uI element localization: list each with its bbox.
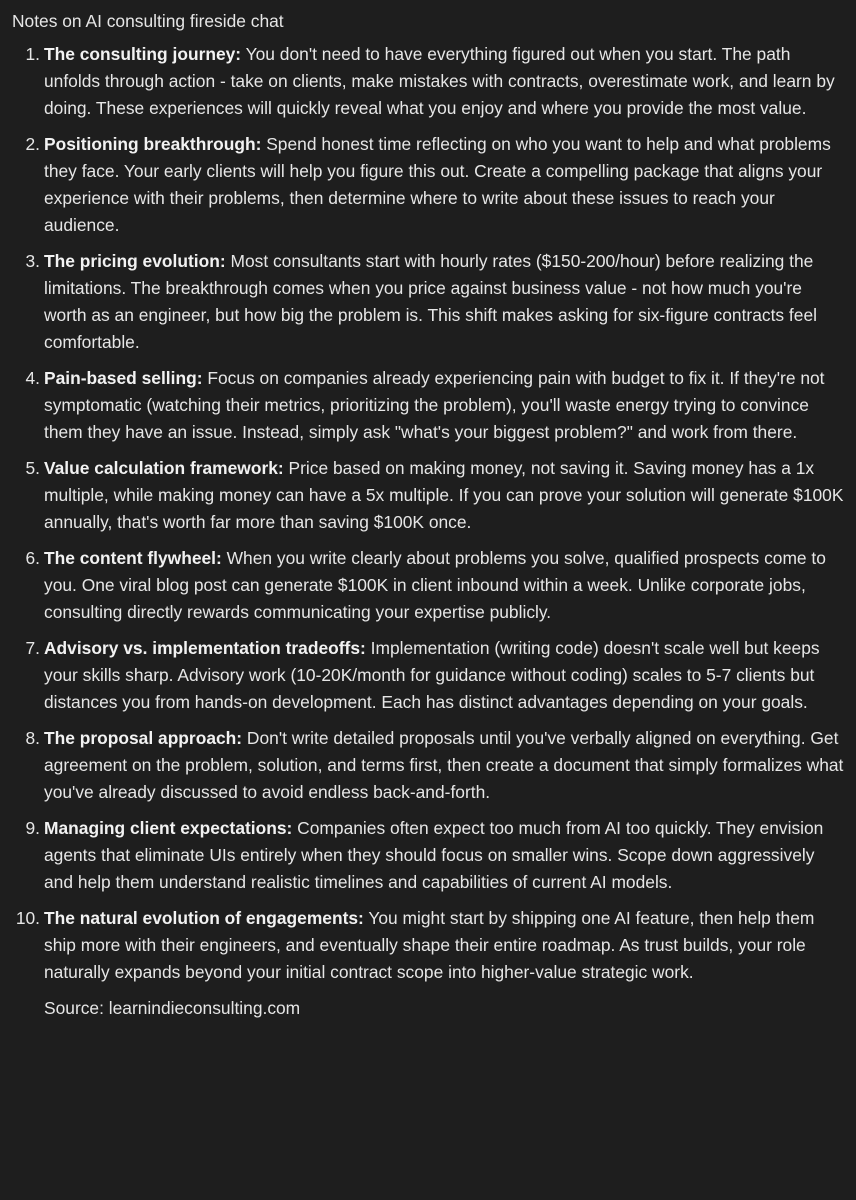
list-item-text: Price based on making money, not saving it. Saving money has a 1x multiple, while making money can have a 5x multiple. If you can prove your solution will generate $100K annually, that's worth far more than saving $100K once. [44,458,844,532]
document-title: Notes on AI consulting fireside chat [12,11,284,31]
list-item [12,41,844,122]
list-item-text: You don't need to have everything figured out when you start. The path unfolds through action - take on clients, make mistakes with contracts, overestimate work, and learn by doing. These experiences will quickly reveal what you enjoy and where you provide the most value. [44,44,835,118]
list-item-text: Implementation (writing code) doesn't scale well but keeps your skills sharp. Advisory work (10-20K/month for guidance without coding) scales to 5-7 clients but distances you from hands-on development. Each has distinct advantages depending on your goals. [44,638,820,712]
list-item [12,635,844,716]
list-item-number: 4. [25,368,40,388]
list-item-heading: The proposal approach: [44,728,243,748]
list-item-heading: Advisory vs. implementation tradeoffs: [44,638,366,658]
list-item-heading: Pain-based selling: [44,368,203,388]
list-item [12,815,844,896]
list-item-number: 9. [25,818,40,838]
list-item-heading: The pricing evolution: [44,251,226,271]
list-item [12,248,844,356]
list-item-number: 1. [25,44,40,64]
list-item-heading: Value calculation framework: [44,458,284,478]
list-item-heading: Positioning breakthrough: [44,134,262,154]
list-item [12,131,844,239]
list-item [12,545,844,626]
list-item-text: Don't write detailed proposals until you've verbally aligned on everything. Get agreement on the problem, solution, and terms first, then create a document that simply formalizes what you've already discussed to avoid endless back-and-forth. [44,728,844,802]
list-item-number: 5. [25,458,40,478]
list-item-number: 2. [25,134,40,154]
list-item [12,725,844,806]
list-item-number: 7. [25,638,40,658]
list-item-heading: Managing client expectations: [44,818,293,838]
source-note: Source: learnindieconsulting.com [44,998,301,1018]
list-item-text: Spend honest time reflecting on who you want to help and what problems they face. Your early clients will help you figure this out. Create a compelling package that aligns your experience with their problems, then determine where to write about these issues to reach your audience. [44,134,831,235]
list-item [12,365,844,446]
list-item-text: When you write clearly about problems you solve, qualified prospects come to you. One viral blog post can generate $100K in client inbound within a week. Unlike corporate jobs, consulting directly rewards communicating your expertise publicly. [44,548,826,622]
list-item [12,455,844,536]
list-item-text: Focus on companies already experiencing pain with budget to fix it. If they're not symptomatic (watching their metrics, prioritizing the problem), you'll waste energy trying to convince them they have an issue. Instead, simply ask "what's your biggest problem?" and work from there. [44,368,825,442]
list-item-number: 6. [25,548,40,568]
list-item-heading: The content flywheel: [44,548,222,568]
list-item-text: Most consultants start with hourly rates ($150-200/hour) before realizing the limitations. The breakthrough comes when you price against business value - not how much you're worth as an engineer, but how big the problem is. This shift makes asking for six-figure contracts feel comfortable. [44,251,817,352]
list-item-text: You might start by shipping one AI feature, then help them ship more with their engineers, and eventually shape their entire roadmap. As trust builds, your role naturally expands beyond your initial contract scope into higher-value strategic work. [44,908,815,982]
list-item-number: 8. [25,728,40,748]
notes-list [12,41,844,986]
list-item-text: Companies often expect too much from AI too quickly. They envision agents that eliminate UIs entirely when they should focus on smaller wins. Scope down aggressively and help them understand realistic timelines and capabilities of current AI models. [44,818,824,892]
list-item-heading: The natural evolution of engagements: [44,908,364,928]
list-item-number: 3. [25,251,40,271]
list-item [12,905,844,986]
list-item-number: 10. [15,908,40,928]
list-item-heading: The consulting journey: [44,44,242,64]
